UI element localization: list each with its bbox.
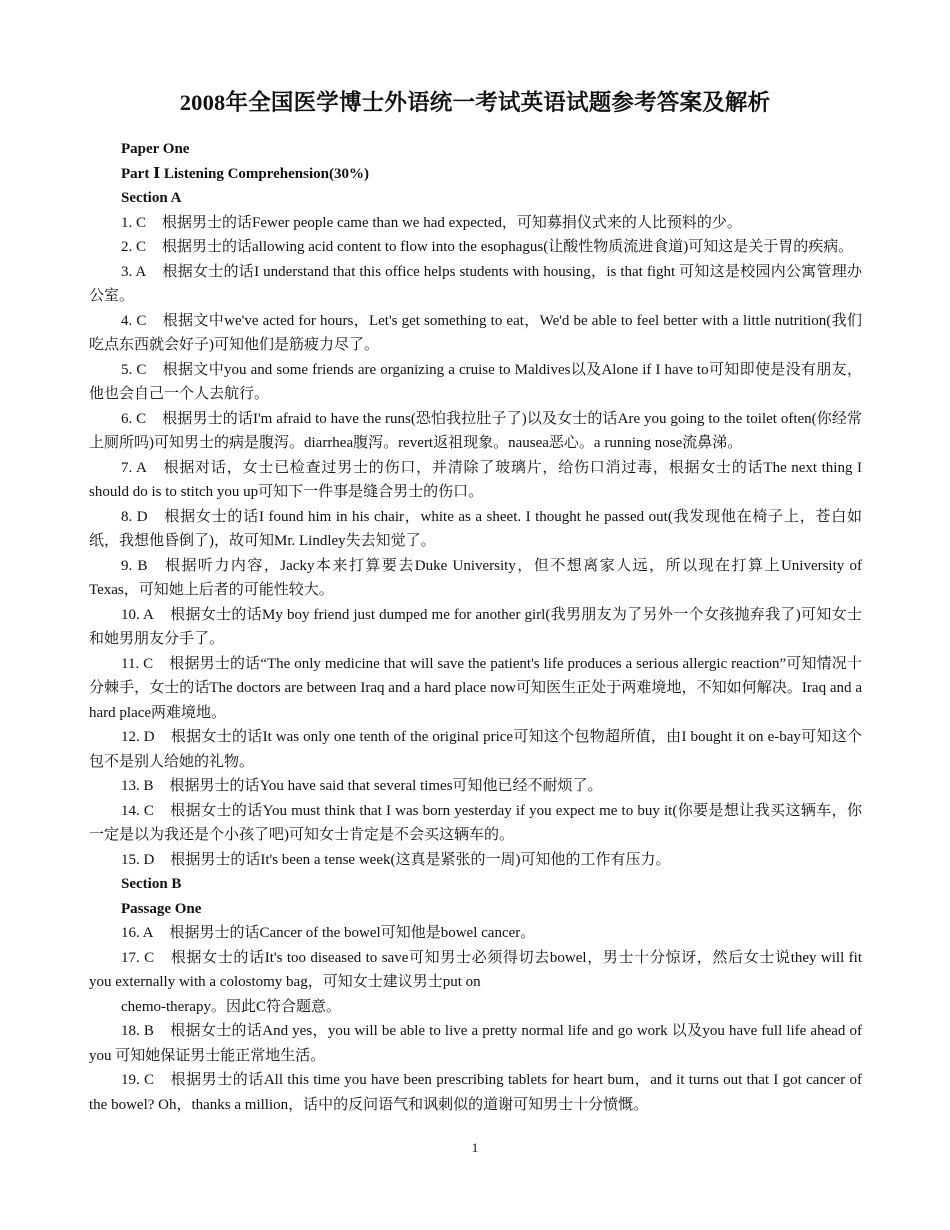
answer-explanation: 根据女士的话I found him in his chair，white as a sheet. I thought he passed out(我发现他在椅子上，苍白如纸，我想他昏倒了)，故可知Mr. Lindley失去知觉了。	[89, 508, 862, 549]
answer-item	[89, 921, 862, 946]
answer-number: 1. C	[121, 214, 147, 231]
document-body	[89, 137, 862, 1117]
answer-number: 7. A	[121, 459, 147, 476]
answer-number: 18. B	[121, 1023, 154, 1039]
answer-number: 4. C	[121, 312, 147, 329]
answer-item	[89, 309, 862, 358]
part-heading: Part Ⅰ Listening Comprehension(30%)	[121, 165, 369, 182]
answer-explanation: 根据男士的话It's been a tense week(这真是紧张的一周)可知他的工作有压力。	[170, 851, 671, 868]
answer-item	[89, 1068, 862, 1117]
answer-item	[89, 946, 862, 995]
answer-number: 17. C	[121, 949, 155, 966]
section-a-heading: Section A	[121, 190, 182, 206]
answer-explanation: 根据男士的话All this time you have been prescribing tablets for heart bum，and it turns out that I got cancer of the bowel? Oh，thanks a million，话中的反问语气和讽刺似的道谢可知男士十分愤慨。	[89, 1072, 862, 1113]
answer-explanation: 根据男士的话You have said that several times可知他已经不耐烦了。	[169, 778, 603, 794]
answer-number: 11. C	[121, 655, 154, 672]
answer-explanation: 根据女士的话You must think that I was born yesterday if you expect me to buy it(你要是想让我买这辆车，你一定是以为我还是个小孩了吧)可知女士肯定是不会买这辆车的。	[89, 802, 863, 843]
answer-item	[89, 725, 862, 774]
answer-explanation: chemo-therapy。因此C符合题意。	[121, 998, 341, 1015]
answer-number: 10. A	[121, 606, 154, 623]
answer-item	[89, 652, 862, 726]
answer-number: 3. A	[121, 263, 147, 280]
answer-explanation: 根据文中we've acted for hours，Let's get something to eat，We'd be able to feel better with a little nutrition(我们吃点东西就会好子)可知他们是筋疲力尽了。	[89, 312, 863, 353]
answer-item	[89, 1019, 862, 1068]
answer-item	[89, 407, 862, 456]
passage-one-heading: Passage One	[121, 900, 202, 917]
answer-item	[89, 554, 862, 603]
answer-explanation: 根据女士的话It was only one tenth of the original price可知这个包物超所值，由I bought it on e-bay可知这个包不是别人给她的礼物。	[89, 729, 862, 770]
answer-explanation: 根据女士的话And yes，you will be able to live a pretty normal life and go work 以及you have full life ahead of you 可知她保证男士能正常地生活。	[89, 1023, 862, 1064]
answer-item	[89, 505, 862, 554]
answer-explanation: 根据女士的话My boy friend just dumped me for another girl(我男朋友为了另外一个女孩抛弃我了)可知女士和她男朋友分手了。	[89, 606, 862, 647]
answer-item	[89, 774, 862, 799]
answer-list-section-a	[89, 211, 862, 873]
answer-item	[89, 211, 862, 236]
answer-number: 19. C	[121, 1072, 155, 1088]
document-title: 2008年全国医学博士外语统一考试英语试题参考答案及解析	[179, 90, 771, 115]
page-number: 1	[471, 1140, 479, 1155]
answer-explanation: 根据文中you and some friends are organizing a cruise to Maldives以及Alone if I have to可知即使是没有朋友，他也会自己一个人去航行。	[89, 361, 862, 402]
answer-explanation: 根据男士的话I'm afraid to have the runs(恐怕我拉肚子了)以及女士的话Are you going to the toilet often(你经常上厕所吗)可知男士的病是腹泻。diarrhea腹泻。revert返祖现象。nausea恶心。a running nose流鼻涕。	[89, 410, 862, 451]
answer-item	[89, 358, 862, 407]
answer-number: 2. C	[121, 239, 147, 255]
answer-number: 16. A	[121, 925, 154, 941]
answer-item	[121, 995, 862, 1020]
section-b-heading: Section B	[121, 876, 182, 892]
answer-explanation: 根据男士的话allowing acid content to flow into the esophagus(让酸性物质流进食道)可知这是关于胃的疾病。	[162, 239, 854, 255]
answer-number: 13. B	[121, 778, 154, 794]
answer-item	[89, 456, 862, 505]
answer-number: 12. D	[121, 729, 155, 745]
answer-number: 15. D	[121, 851, 155, 868]
answer-number: 9. B	[121, 557, 148, 574]
answer-list-section-b	[89, 921, 862, 1117]
answer-item	[89, 603, 862, 652]
answer-explanation: 根据对话，女士已检查过男士的伤口，并清除了玻璃片，给伤口消过毒，根据女士的话The next thing I should do is to stitch you up可知下一件事是缝合男士的伤口。	[89, 459, 862, 500]
paper-heading: Paper One	[121, 141, 190, 157]
answer-number: 8. D	[121, 508, 148, 525]
answer-item	[89, 799, 862, 848]
answer-item	[89, 848, 862, 873]
answer-explanation: 根据女士的话I understand that this office helps students with housing，is that fight 可知这是校园内公寓管理办公室。	[89, 263, 862, 304]
answer-explanation: 根据女士的话It's too diseased to save可知男士必须得切去bowel，男士十分惊讶，然后女士说they will fit you externally with a colostomy bag，可知女士建议男士put on	[89, 949, 862, 990]
answer-explanation: 根据男士的话Cancer of the bowel可知他是bowel cancer。	[169, 925, 536, 941]
answer-number: 5. C	[121, 361, 147, 378]
answer-explanation: 根据男士的话“The only medicine that will save the patient's life produces a serious allergic reaction”可知情况十分棘手，女士的话The doctors are between Iraq and a hard place now可知医生正处于两难境地，不知如何解决。Iraq and a hard place两难境地。	[89, 655, 862, 721]
answer-explanation: 根据听力内容，Jacky本来打算要去Duke University，但不想离家人远，所以现在打算上University of Texas，可知她上后者的可能性较大。	[89, 557, 862, 598]
answer-item	[89, 260, 862, 309]
answer-number: 14. C	[121, 802, 154, 819]
answer-explanation: 根据男士的话Fewer people came than we had expected，可知募捐仪式来的人比预料的少。	[162, 214, 742, 231]
answer-item	[89, 235, 862, 260]
answer-number: 6. C	[121, 410, 147, 427]
